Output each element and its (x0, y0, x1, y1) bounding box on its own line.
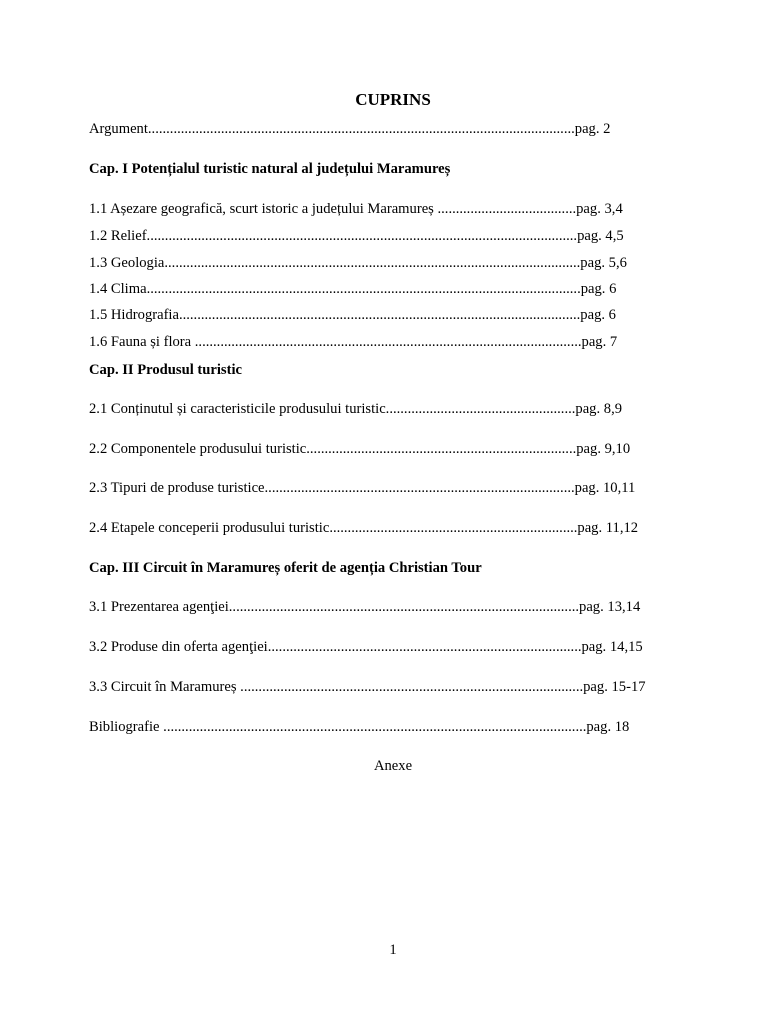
toc-entry-2-4: 2.4 Etapele conceperii produsului turistic....................................................................pag. 11,12 (89, 520, 639, 536)
toc-entry-3-2: 3.2 Produse din oferta agenţiei......................................................................................pag. 14,15 (89, 639, 643, 655)
chapter-3-heading: Cap. III Circuit în Maramureș oferit de agenția Christian Tour (89, 560, 482, 576)
toc-entry-1-2: 1.2 Relief......................................................................................................................pag. 4,5 (89, 228, 624, 244)
toc-entry-2-1: 2.1 Conținutul și caracteristicile produsului turistic....................................................pag. 8,9 (89, 401, 623, 417)
toc-entry-1-5: 1.5 Hidrografia..............................................................................................................pag. 6 (89, 307, 616, 323)
chapter-1-heading: Cap. I Potențialul turistic natural al județului Maramureș (89, 161, 451, 177)
toc-entry-bibliography: Bibliografie ....................................................................................................................pag. 18 (89, 719, 630, 735)
toc-entry-1-4: 1.4 Clima.......................................................................................................................pag. 6 (89, 281, 617, 297)
toc-entry-1-1: 1.1 Așezare geografică, scurt istoric a județului Maramureș ......................................pag. 3,4 (89, 201, 623, 217)
toc-entry-3-1: 3.1 Prezentarea agenţiei................................................................................................pag. 13,14 (89, 599, 641, 615)
toc-entry-2-3: 2.3 Tipuri de produse turistice.....................................................................................pag. 10,11 (89, 480, 636, 496)
annex-label: Anexe (373, 758, 413, 774)
chapter-2-heading: Cap. II Produsul turistic (89, 362, 242, 378)
toc-entry-1-6: 1.6 Fauna și flora ..........................................................................................................pag. 7 (89, 334, 618, 350)
page-number: 1 (389, 942, 397, 958)
document-title: CUPRINS (355, 90, 431, 109)
toc-entry-argument: Argument.....................................................................................................................pag. 2 (89, 121, 611, 137)
toc-entry-3-3: 3.3 Circuit în Maramureș ..............................................................................................pag. 15-17 (89, 679, 646, 695)
toc-entry-1-3: 1.3 Geologia..................................................................................................................pag. 5,6 (89, 255, 627, 271)
toc-entry-2-2: 2.2 Componentele produsului turistic..........................................................................pag. 9,10 (89, 441, 631, 457)
